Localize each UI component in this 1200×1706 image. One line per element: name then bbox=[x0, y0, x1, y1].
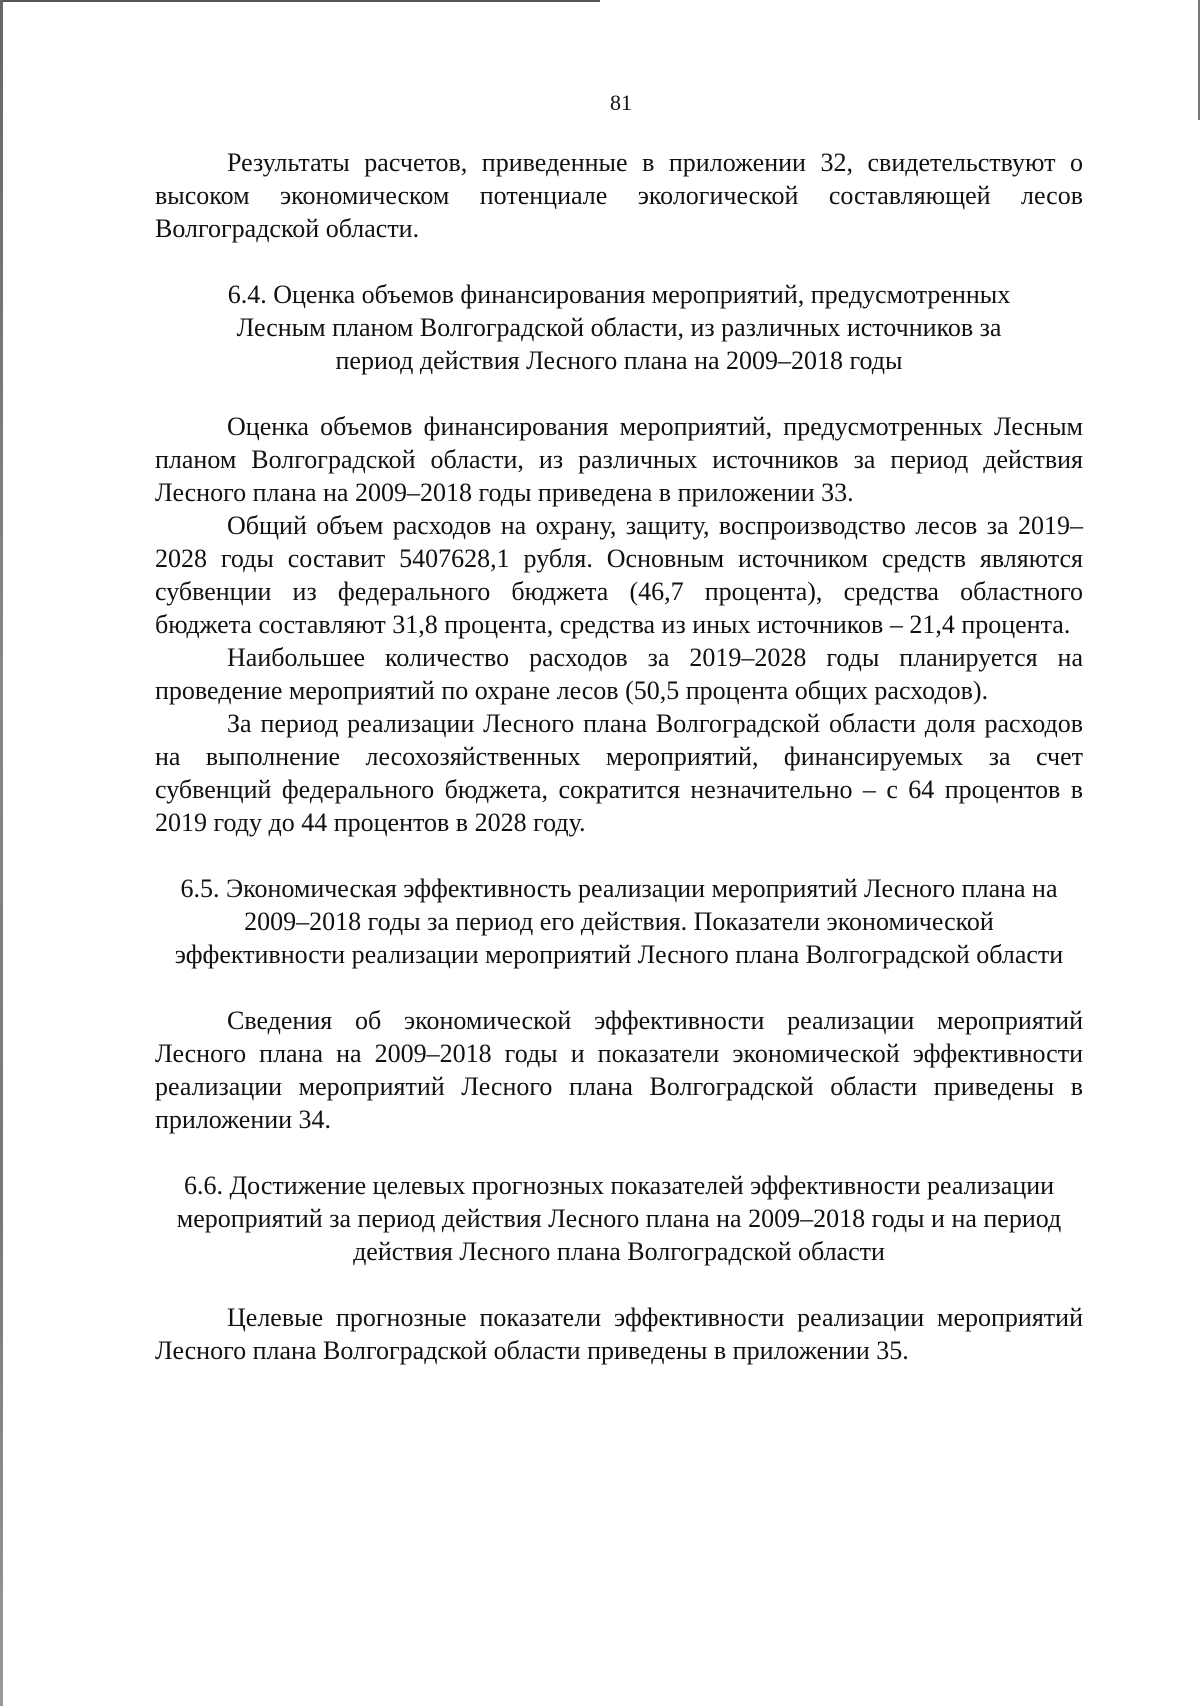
spacer bbox=[155, 245, 1083, 278]
scan-edge-top bbox=[0, 0, 600, 2]
section-6-6-paragraph-1: Целевые прогнозные показатели эффективности реализации мероприятий Лесного плана Волгоградской области приведены в приложении 35. bbox=[155, 1303, 1083, 1365]
spacer bbox=[155, 377, 1083, 410]
scan-edge-left bbox=[0, 0, 3, 1706]
page-number: 81 bbox=[610, 90, 632, 115]
section-6-5-heading: 6.5. Экономическая эффективность реализации мероприятий Лесного плана на 2009–2018 годы за период его действия. Показатели экономической эффективности реализации мероприятий Лесного плана Волгоградской области bbox=[174, 874, 1064, 969]
spacer bbox=[155, 839, 1083, 872]
section-6-4-paragraph-1: Оценка объемов финансирования мероприятий, предусмотренных Лесным планом Волгоградской области, из различных источников за период действия Лесного плана на 2009–2018 годы приведена в приложении 33. bbox=[155, 412, 1083, 507]
section-6-4-heading: 6.4. Оценка объемов финансирования мероприятий, предусмотренных Лесным планом Волгоградской области, из различных источников за период действия Лесного плана на 2009–2018 годы bbox=[227, 280, 1011, 375]
section-6-6-heading: 6.6. Достижение целевых прогнозных показателей эффективности реализации мероприятий за период действия Лесного плана на 2009–2018 годы и на период действия Лесного плана Волгоградской области bbox=[176, 1171, 1062, 1266]
section-6-4-paragraph-2: Общий объем расходов на охрану, защиту, воспроизводство лесов за 2019–2028 годы составит 5407628,1 рубля. Основным источником средств являются субвенции из федерального бюджета (46,7 процента), средства областного бюджета составляют 31,8 процента, средства из иных источников – 21,4 процента. bbox=[155, 511, 1083, 639]
spacer bbox=[155, 1268, 1083, 1301]
section-6-4-paragraph-4: За период реализации Лесного плана Волгоградской области доля расходов на выполнение лесохозяйственных мероприятий, финансируемых за счет субвенций федерального бюджета, сократится незначительно – с 64 процентов в 2019 году до 44 процентов в 2028 году. bbox=[155, 709, 1083, 837]
intro-paragraph: Результаты расчетов, приведенные в приложении 32, свидетельствуют о высоком экономическом потенциале экологической составляющей лесов Волгоградской области. bbox=[155, 148, 1083, 243]
section-6-4-paragraph-3: Наибольшее количество расходов за 2019–2028 годы планируется на проведение мероприятий по охране лесов (50,5 процента общих расходов). bbox=[155, 643, 1083, 705]
spacer bbox=[155, 971, 1083, 1004]
document-body bbox=[155, 146, 1083, 1367]
spacer bbox=[155, 1136, 1083, 1169]
section-6-5-paragraph-1: Сведения об экономической эффективности реализации мероприятий Лесного плана на 2009–2018 годы и показатели экономической эффективности реализации мероприятий Лесного плана Волгоградской области приведены в приложении 34. bbox=[155, 1006, 1083, 1134]
